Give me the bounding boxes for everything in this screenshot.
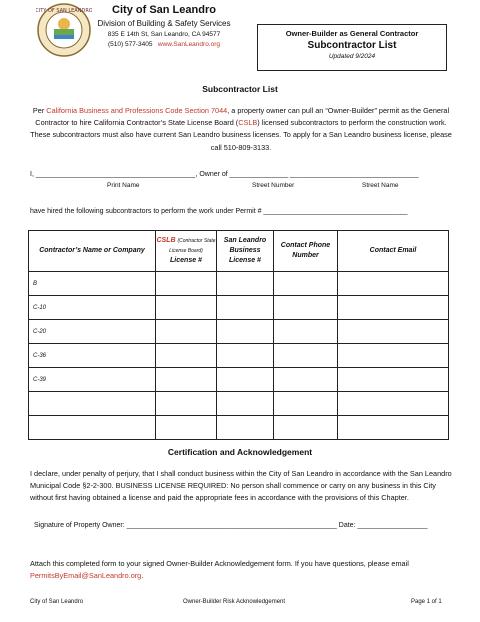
city-name: City of San Leandro [112,4,216,16]
intro-text-3: ) licensed subcontractors to perform the construction work. These subcontractors must also have current San Leandro business licenses. To apply for a San Leandro business license, please call 510-809-3133. [30,118,452,152]
intro-text-2: , a property owner can pull an “Owner-Builder” permit as the General Contractor to hire California Contractor’s State License Board ( [35,106,450,128]
division-name: Division of Building & Safety Services [97,19,231,28]
cell-cslb[interactable] [156,272,217,296]
form-box-top: Owner-Builder as General Contractor [285,29,419,38]
cell-sl-license[interactable] [217,392,274,416]
footer-left: City of San Leandro [30,599,84,605]
table-row[interactable] [29,368,449,392]
col-contractor-name: Contractor’s Name or Company [29,231,156,272]
cert-title: Certification and Acknowledgement [167,447,313,457]
form-box-title: Subcontractor List [307,40,397,51]
cell-sl-license[interactable] [217,320,274,344]
cell-cslb[interactable] [156,392,217,416]
cell-phone[interactable] [274,368,338,392]
footer-center: Owner-Builder Risk Acknowledgement [183,599,286,605]
intro-paragraph [30,105,452,154]
attach-text: Attach this completed form to your signed Owner-Builder Acknowledgement form. If you have questions, please email [30,559,409,568]
cell-email[interactable] [338,320,449,344]
bpc-7044-link[interactable]: California Business and Professions Code Section 7044 [46,106,228,115]
footer-page-number: Page 1 of 1 [411,599,442,605]
cslb-link[interactable]: CSLB [238,118,258,128]
label-print-name: Print Name [107,182,140,189]
cslb-red-label: CSLB [156,237,176,244]
cell-email[interactable] [338,368,449,392]
row-label: C-10 [29,296,156,320]
cell-sl-license[interactable] [217,296,274,320]
cell-cslb[interactable] [156,368,217,392]
cell-sl-license[interactable] [217,272,274,296]
permits-email-link[interactable]: PermitsByEmail@SanLeandro.org [30,571,142,581]
row-label: C-39 [29,368,156,392]
cell-email[interactable] [338,296,449,320]
attach-end: . [141,571,144,581]
org-block [88,4,240,50]
col-contact-email: Contact Email [338,231,449,272]
cell-cslb[interactable] [156,344,217,368]
form-box-updated: Updated 9/2024 [328,53,376,60]
cell-cslb[interactable] [156,296,217,320]
section-title: Subcontractor List [202,84,278,94]
cell-email[interactable] [338,416,449,440]
address: 835 E 14th St, San Leandro, CA 94577 [107,31,221,38]
cell-sl-license[interactable] [217,368,274,392]
table-row[interactable] [29,272,449,296]
table-row[interactable] [29,416,449,440]
row-label [29,416,156,440]
permit-line[interactable]: have hired the following subcontractors to perform the work under Permit # _____________________________________ [30,208,408,215]
cell-phone[interactable] [274,416,338,440]
cslb-note: (Contractor State License Board) [169,238,216,254]
svg-text:CITY OF SAN LEANDRO: CITY OF SAN LEANDRO [36,8,92,14]
cell-phone[interactable] [274,392,338,416]
city-seal-logo [36,2,92,58]
row-label: C-20 [29,320,156,344]
website-link[interactable]: www.SanLeandro.org [157,41,221,48]
table-row[interactable] [29,392,449,416]
cell-phone[interactable] [274,320,338,344]
cell-phone[interactable] [274,272,338,296]
col-cslb-license [156,231,217,272]
table-row[interactable] [29,344,449,368]
attach-paragraph [30,558,455,582]
col-contact-phone: Contact Phone Number [274,231,338,272]
cell-cslb[interactable] [156,320,217,344]
cell-phone[interactable] [274,296,338,320]
cell-phone[interactable] [274,344,338,368]
contact-line [88,40,240,50]
subcontractor-table [28,230,449,440]
cslb-license-label: License # [170,257,202,264]
table-header-row [29,231,449,272]
cell-cslb[interactable] [156,416,217,440]
cell-email[interactable] [338,272,449,296]
cell-sl-license[interactable] [217,416,274,440]
phone: (510) 577-3405 [107,41,153,48]
cell-sl-license[interactable] [217,344,274,368]
cell-email[interactable] [338,392,449,416]
cell-email[interactable] [338,344,449,368]
owner-line[interactable]: I, _________________________________________, Owner of _______________ _________________________________ [30,171,419,178]
col-sl-business-license: San Leandro Business License # [217,231,274,272]
row-label [29,392,156,416]
label-street-number: Street Number [252,182,295,189]
form-title-box [257,24,447,71]
cert-text: I declare, under penalty of perjury, that I shall conduct business within the City of San Leandro in accordance with the San Leandro Municipal Code §2-2-300. BUSINESS LICENSE REQUIRED: No person shall commence or carry on any business in this City without first having obtained a license and paid the appropriate fees in accordance with the provisions of this Chapter. [30,469,452,503]
signature-line[interactable]: Signature of Property Owner: ______________________________________________________ Date: __________________ [34,522,428,529]
label-street-name: Street Name [362,182,399,189]
intro-text-1: Per [32,106,47,115]
table-row[interactable] [29,296,449,320]
row-label: B [29,272,156,296]
table-row[interactable] [29,320,449,344]
row-label: C-36 [29,344,156,368]
